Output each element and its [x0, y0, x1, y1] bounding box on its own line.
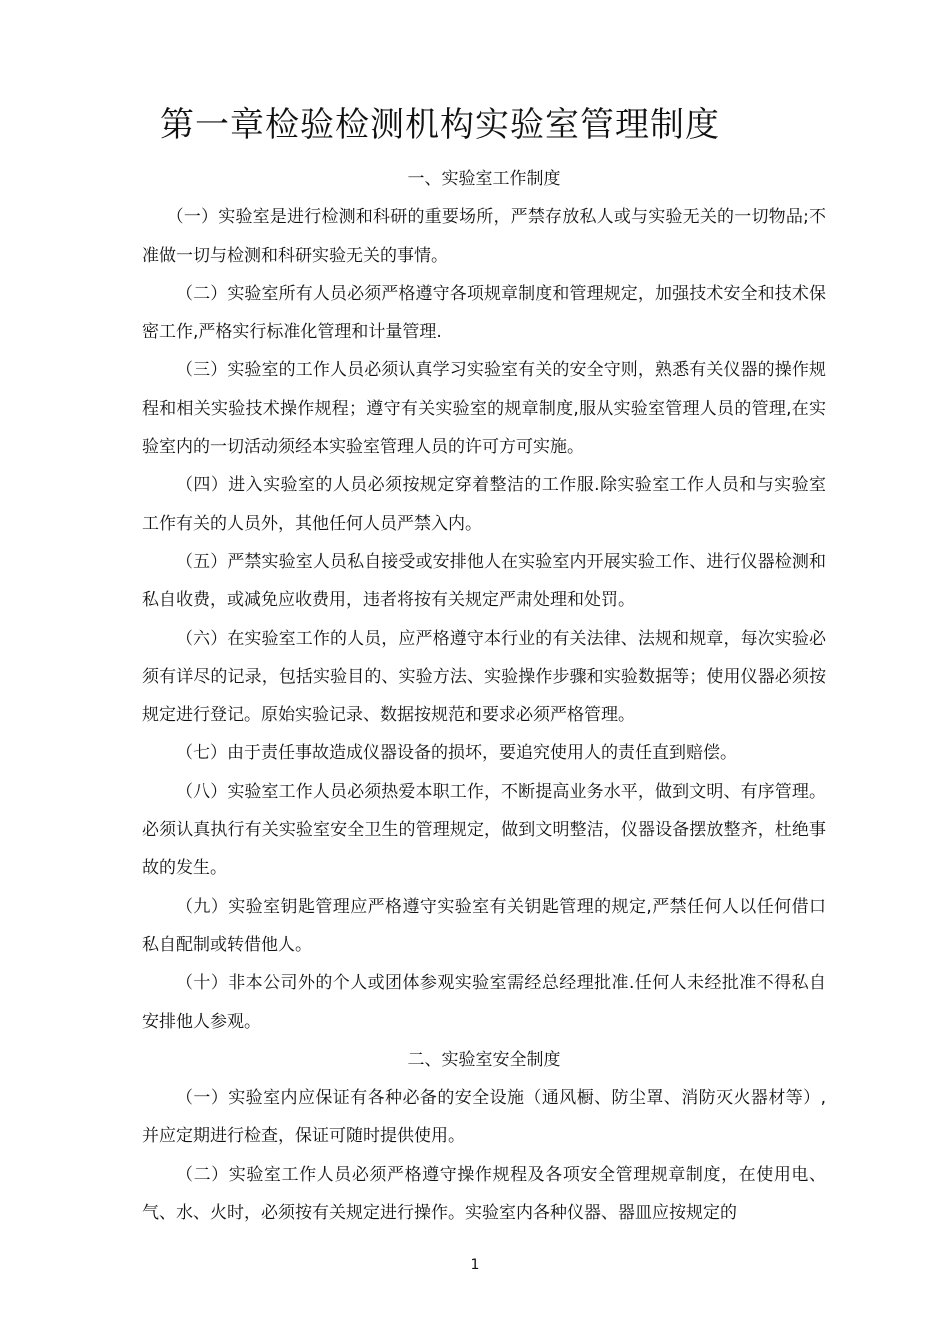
paragraph-work-3: （三）实验室的工作人员必须认真学习实验室有关的安全守则，熟悉有关仪器的操作规程和相关实验技术操作规程；遵守有关实验室的规章制度,服从实验室管理人员的管理,在实验室内的一切活动须经本实验室管理人员的许可方可实施。: [142, 360, 826, 458]
paragraph-work-9: （九）实验室钥匙管理应严格遵守实验室有关钥匙管理的规定,严禁任何人以任何借口私自配制或转借他人。: [142, 896, 826, 955]
paragraph-safety-2: （二）实验室工作人员必须严格遵守操作规程及各项安全管理规章制度，在使用电、气、水、火时，必须按有关规定进行操作。实验室内各种仪器、器皿应按规定的: [142, 1164, 826, 1224]
paragraph-work-7: （七）由于责任事故造成仪器设备的损坏，要追究使用人的责任直到赔偿。: [176, 743, 737, 764]
document-body: [142, 160, 826, 1232]
section-heading-safety-rules: 二、实验室安全制度: [407, 1049, 561, 1070]
document-title: 第一章检验检测机构实验室管理制度: [160, 105, 720, 145]
page-number: 1: [470, 1257, 480, 1273]
paragraph-safety-1: （一）实验室内应保证有各种必备的安全设施（通风橱、防尘罩、消防灭火器材等）,并应定期进行检查，保证可随时提供使用。: [142, 1088, 826, 1147]
paragraph-work-2: （二）实验室所有人员必须严格遵守各项规章制度和管理规定，加强技术安全和技术保密工作,严格实行标准化管理和计量管理.: [142, 283, 826, 343]
paragraph-work-8: （八）实验室工作人员必须热爱本职工作，不断提高业务水平，做到文明、有序管理。必须认真执行有关实验室安全卫生的管理规定，做到文明整洁，仪器设备摆放整齐，杜绝事故的发生。: [142, 781, 826, 879]
paragraph-work-5: （五）严禁实验室人员私自接受或安排他人在实验室内开展实验工作、进行仪器检测和私自收费，或减免应收费用，违者将按有关规定严肃处理和处罚。: [142, 551, 826, 611]
paragraph-work-4: （四）进入实验室的人员必须按规定穿着整洁的工作服.除实验室工作人员和与实验室工作有关的人员外，其他任何人员严禁入内。: [142, 475, 826, 534]
paragraph-work-10: （十）非本公司外的个人或团体参观实验室需经总经理批准.任何人未经批准不得私自安排他人参观。: [142, 973, 826, 1032]
section-heading-work-rules: 一、实验室工作制度: [407, 169, 561, 189]
paragraph-work-1: （一）实验室是进行检测和科研的重要场所，严禁存放私人或与实验无关的一切物品;不准做一切与检测和科研实验无关的事情。: [142, 207, 826, 266]
paragraph-work-6: （六）在实验室工作的人员，应严格遵守本行业的有关法律、法规和规章，每次实验必须有详尽的记录，包括实验目的、实验方法、实验操作步骤和实验数据等；使用仪器必须按规定进行登记。原始实验记录、数据按规范和要求必须严格管理。: [142, 628, 826, 726]
